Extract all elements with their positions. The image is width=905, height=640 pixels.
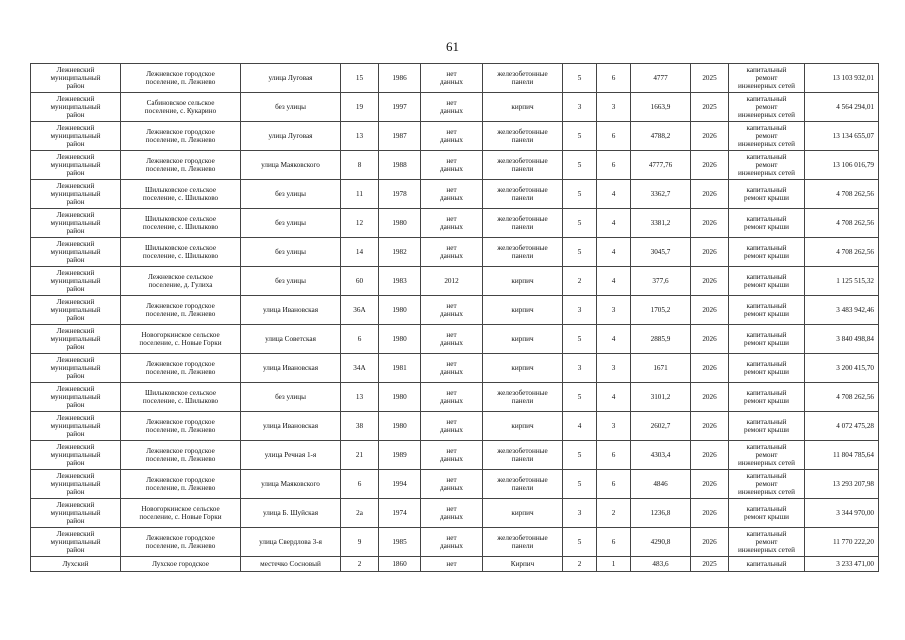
cell-floors: 3 bbox=[563, 296, 597, 325]
cell-area: 3045,7 bbox=[631, 238, 691, 267]
cell-street: улица Ивановская bbox=[241, 412, 341, 441]
cell-cost: 1 125 515,32 bbox=[805, 267, 879, 296]
cell-work-type: капитальный ремонт инженерных сетей bbox=[729, 64, 805, 93]
cell-year-built: 1983 bbox=[379, 267, 421, 296]
cell-plan-year: 2026 bbox=[691, 296, 729, 325]
cell-area: 4788,2 bbox=[631, 122, 691, 151]
table-row bbox=[31, 383, 879, 412]
cell-year-built: 1987 bbox=[379, 122, 421, 151]
cell-area: 3101,2 bbox=[631, 383, 691, 412]
cell-entrances: 4 bbox=[597, 267, 631, 296]
cell-area: 2602,7 bbox=[631, 412, 691, 441]
cell-district: Лежневский муниципальный район bbox=[31, 209, 121, 238]
cell-overhaul-year: нет bbox=[421, 557, 483, 572]
cell-year-built: 1985 bbox=[379, 528, 421, 557]
cell-overhaul-year: нет данных bbox=[421, 354, 483, 383]
cell-material: железобетонные панели bbox=[483, 441, 563, 470]
cell-settlement: Лежневское городское поселение, п. Лежнево bbox=[121, 412, 241, 441]
cell-overhaul-year: нет данных bbox=[421, 93, 483, 122]
cell-district: Лежневский муниципальный район bbox=[31, 238, 121, 267]
cell-material: железобетонные панели bbox=[483, 64, 563, 93]
cell-floors: 3 bbox=[563, 499, 597, 528]
cell-area: 3362,7 bbox=[631, 180, 691, 209]
cell-settlement: Шилыковское сельское поселение, с. Шилыково bbox=[121, 383, 241, 412]
cell-plan-year: 2026 bbox=[691, 238, 729, 267]
table-row bbox=[31, 151, 879, 180]
cell-overhaul-year: нет данных bbox=[421, 412, 483, 441]
cell-material: кирпич bbox=[483, 412, 563, 441]
table-row bbox=[31, 209, 879, 238]
cell-material: железобетонные панели bbox=[483, 383, 563, 412]
cell-material: кирпич bbox=[483, 354, 563, 383]
cell-entrances: 6 bbox=[597, 122, 631, 151]
cell-plan-year: 2026 bbox=[691, 528, 729, 557]
cell-area: 4777 bbox=[631, 64, 691, 93]
cell-district: Лежневский муниципальный район bbox=[31, 441, 121, 470]
cell-house: 6 bbox=[341, 470, 379, 499]
cell-house: 8 bbox=[341, 151, 379, 180]
cell-house: 2а bbox=[341, 499, 379, 528]
cell-plan-year: 2026 bbox=[691, 151, 729, 180]
cell-material: кирпич bbox=[483, 93, 563, 122]
cell-floors: 5 bbox=[563, 180, 597, 209]
cell-floors: 5 bbox=[563, 122, 597, 151]
cell-street: без улицы bbox=[241, 267, 341, 296]
cell-entrances: 4 bbox=[597, 209, 631, 238]
cell-area: 4777,76 bbox=[631, 151, 691, 180]
cell-district: Лухский bbox=[31, 557, 121, 572]
cell-plan-year: 2026 bbox=[691, 383, 729, 412]
cell-work-type: капитальный ремонт инженерных сетей bbox=[729, 470, 805, 499]
cell-street: без улицы bbox=[241, 383, 341, 412]
cell-floors: 5 bbox=[563, 441, 597, 470]
cell-settlement: Лежневское городское поселение, п. Лежнево bbox=[121, 528, 241, 557]
cell-cost: 4 708 262,56 bbox=[805, 383, 879, 412]
cell-work-type: капитальный ремонт инженерных сетей bbox=[729, 441, 805, 470]
cell-house: 60 bbox=[341, 267, 379, 296]
cell-overhaul-year: нет данных bbox=[421, 238, 483, 267]
cell-plan-year: 2026 bbox=[691, 354, 729, 383]
cell-material: железобетонные панели bbox=[483, 122, 563, 151]
cell-cost: 3 233 471,00 bbox=[805, 557, 879, 572]
cell-overhaul-year: нет данных bbox=[421, 209, 483, 238]
cell-house: 13 bbox=[341, 122, 379, 151]
cell-house: 36А bbox=[341, 296, 379, 325]
cell-settlement: Лежневское городское поселение, п. Лежнево bbox=[121, 354, 241, 383]
cell-entrances: 3 bbox=[597, 296, 631, 325]
cell-plan-year: 2026 bbox=[691, 180, 729, 209]
cell-cost: 4 564 294,01 bbox=[805, 93, 879, 122]
cell-entrances: 6 bbox=[597, 64, 631, 93]
table-row bbox=[31, 238, 879, 267]
cell-material: железобетонные панели bbox=[483, 180, 563, 209]
cell-entrances: 6 bbox=[597, 441, 631, 470]
table-row bbox=[31, 470, 879, 499]
cell-cost: 3 840 498,84 bbox=[805, 325, 879, 354]
cell-house: 13 bbox=[341, 383, 379, 412]
cell-material: железобетонные панели bbox=[483, 528, 563, 557]
cell-work-type: капитальный ремонт инженерных сетей bbox=[729, 151, 805, 180]
cell-settlement: Шилыковское сельское поселение, с. Шилыково bbox=[121, 238, 241, 267]
cell-street: без улицы bbox=[241, 93, 341, 122]
cell-plan-year: 2026 bbox=[691, 267, 729, 296]
cell-overhaul-year: нет данных bbox=[421, 441, 483, 470]
cell-year-built: 1997 bbox=[379, 93, 421, 122]
cell-area: 483,6 bbox=[631, 557, 691, 572]
cell-house: 14 bbox=[341, 238, 379, 267]
cell-cost: 13 134 655,07 bbox=[805, 122, 879, 151]
cell-district: Лежневский муниципальный район bbox=[31, 151, 121, 180]
cell-year-built: 1980 bbox=[379, 325, 421, 354]
cell-cost: 3 200 415,70 bbox=[805, 354, 879, 383]
cell-cost: 3 483 942,46 bbox=[805, 296, 879, 325]
cell-material: кирпич bbox=[483, 325, 563, 354]
cell-entrances: 6 bbox=[597, 528, 631, 557]
cell-floors: 5 bbox=[563, 209, 597, 238]
cell-year-built: 1980 bbox=[379, 209, 421, 238]
cell-street: улица Б. Шуйская bbox=[241, 499, 341, 528]
cell-area: 4303,4 bbox=[631, 441, 691, 470]
cell-settlement: Лежневское городское поселение, п. Лежнево bbox=[121, 122, 241, 151]
table-row bbox=[31, 122, 879, 151]
cell-overhaul-year: нет данных bbox=[421, 122, 483, 151]
cell-street: местечко Сосновый bbox=[241, 557, 341, 572]
cell-cost: 4 708 262,56 bbox=[805, 209, 879, 238]
cell-overhaul-year: нет данных bbox=[421, 296, 483, 325]
cell-district: Лежневский муниципальный район bbox=[31, 412, 121, 441]
cell-overhaul-year: нет данных bbox=[421, 151, 483, 180]
cell-area: 1705,2 bbox=[631, 296, 691, 325]
cell-entrances: 6 bbox=[597, 470, 631, 499]
cell-entrances: 2 bbox=[597, 499, 631, 528]
cell-cost: 13 293 207,98 bbox=[805, 470, 879, 499]
cell-year-built: 1978 bbox=[379, 180, 421, 209]
cell-entrances: 4 bbox=[597, 238, 631, 267]
cell-material: железобетонные панели bbox=[483, 238, 563, 267]
cell-work-type: капитальный ремонт крыши bbox=[729, 325, 805, 354]
cell-settlement: Шилыковское сельское поселение, с. Шилыково bbox=[121, 180, 241, 209]
cell-house: 2 bbox=[341, 557, 379, 572]
cell-cost: 11 804 785,64 bbox=[805, 441, 879, 470]
cell-cost: 11 770 222,20 bbox=[805, 528, 879, 557]
cell-area: 4290,8 bbox=[631, 528, 691, 557]
cell-floors: 2 bbox=[563, 557, 597, 572]
cell-cost: 13 103 932,01 bbox=[805, 64, 879, 93]
cell-district: Лежневский муниципальный район bbox=[31, 93, 121, 122]
cell-house: 34А bbox=[341, 354, 379, 383]
cell-settlement: Новогоркинское сельское поселение, с. Новые Горки bbox=[121, 325, 241, 354]
cell-street: без улицы bbox=[241, 209, 341, 238]
cell-work-type: капитальный ремонт инженерных сетей bbox=[729, 528, 805, 557]
cell-year-built: 1980 bbox=[379, 383, 421, 412]
cell-area: 2885,9 bbox=[631, 325, 691, 354]
cell-cost: 13 106 016,79 bbox=[805, 151, 879, 180]
cell-area: 3381,2 bbox=[631, 209, 691, 238]
cell-overhaul-year: нет данных bbox=[421, 528, 483, 557]
table-row bbox=[31, 325, 879, 354]
cell-material: кирпич bbox=[483, 499, 563, 528]
table-row bbox=[31, 93, 879, 122]
table-row bbox=[31, 499, 879, 528]
cell-floors: 5 bbox=[563, 383, 597, 412]
cell-street: улица Маяковского bbox=[241, 151, 341, 180]
cell-district: Лежневский муниципальный район bbox=[31, 499, 121, 528]
cell-work-type: капитальный ремонт инженерных сетей bbox=[729, 122, 805, 151]
cell-plan-year: 2026 bbox=[691, 441, 729, 470]
cell-entrances: 3 bbox=[597, 412, 631, 441]
cell-year-built: 1982 bbox=[379, 238, 421, 267]
cell-year-built: 1988 bbox=[379, 151, 421, 180]
table-row bbox=[31, 296, 879, 325]
cell-overhaul-year: нет данных bbox=[421, 64, 483, 93]
cell-plan-year: 2026 bbox=[691, 499, 729, 528]
cell-house: 15 bbox=[341, 64, 379, 93]
cell-settlement: Лежневское городское поселение, п. Лежнево bbox=[121, 296, 241, 325]
table-row bbox=[31, 267, 879, 296]
cell-district: Лежневский муниципальный район bbox=[31, 470, 121, 499]
cell-overhaul-year: нет данных bbox=[421, 383, 483, 412]
housing-repair-table bbox=[30, 63, 879, 572]
cell-plan-year: 2026 bbox=[691, 122, 729, 151]
cell-floors: 3 bbox=[563, 93, 597, 122]
cell-settlement: Лухское городское bbox=[121, 557, 241, 572]
cell-overhaul-year: нет данных bbox=[421, 470, 483, 499]
table-row bbox=[31, 354, 879, 383]
cell-area: 1671 bbox=[631, 354, 691, 383]
cell-area: 1236,8 bbox=[631, 499, 691, 528]
cell-year-built: 1986 bbox=[379, 64, 421, 93]
cell-entrances: 3 bbox=[597, 93, 631, 122]
cell-district: Лежневский муниципальный район bbox=[31, 180, 121, 209]
cell-material: кирпич bbox=[483, 267, 563, 296]
cell-year-built: 1994 bbox=[379, 470, 421, 499]
cell-street: улица Ивановская bbox=[241, 354, 341, 383]
table-row bbox=[31, 557, 879, 572]
cell-work-type: капитальный ремонт инженерных сетей bbox=[729, 93, 805, 122]
cell-settlement: Лежневское городское поселение, п. Лежнево bbox=[121, 441, 241, 470]
cell-area: 1663,9 bbox=[631, 93, 691, 122]
cell-year-built: 1980 bbox=[379, 412, 421, 441]
cell-district: Лежневский муниципальный район bbox=[31, 354, 121, 383]
cell-work-type: капитальный ремонт крыши bbox=[729, 499, 805, 528]
cell-house: 6 bbox=[341, 325, 379, 354]
cell-floors: 5 bbox=[563, 325, 597, 354]
cell-settlement: Сабиновское сельское поселение, с. Кукарино bbox=[121, 93, 241, 122]
cell-area: 377,6 bbox=[631, 267, 691, 296]
cell-street: улица Ивановская bbox=[241, 296, 341, 325]
cell-material: железобетонные панели bbox=[483, 470, 563, 499]
cell-entrances: 4 bbox=[597, 383, 631, 412]
cell-plan-year: 2026 bbox=[691, 209, 729, 238]
cell-floors: 5 bbox=[563, 64, 597, 93]
cell-entrances: 3 bbox=[597, 354, 631, 383]
cell-house: 19 bbox=[341, 93, 379, 122]
cell-plan-year: 2025 bbox=[691, 557, 729, 572]
table-row bbox=[31, 180, 879, 209]
cell-floors: 4 bbox=[563, 412, 597, 441]
cell-entrances: 1 bbox=[597, 557, 631, 572]
cell-district: Лежневский муниципальный район bbox=[31, 528, 121, 557]
cell-work-type: капитальный ремонт крыши bbox=[729, 238, 805, 267]
cell-plan-year: 2026 bbox=[691, 412, 729, 441]
cell-cost: 4 708 262,56 bbox=[805, 180, 879, 209]
cell-settlement: Новогоркинское сельское поселение, с. Новые Горки bbox=[121, 499, 241, 528]
cell-floors: 5 bbox=[563, 528, 597, 557]
cell-year-built: 1980 bbox=[379, 296, 421, 325]
cell-street: улица Свердлова 3-я bbox=[241, 528, 341, 557]
cell-settlement: Лежневское городское поселение, п. Лежнево bbox=[121, 470, 241, 499]
cell-year-built: 1974 bbox=[379, 499, 421, 528]
cell-work-type: капитальный ремонт крыши bbox=[729, 209, 805, 238]
table-row bbox=[31, 64, 879, 93]
table-row bbox=[31, 412, 879, 441]
cell-house: 9 bbox=[341, 528, 379, 557]
cell-street: улица Речная 1-я bbox=[241, 441, 341, 470]
cell-material: Кирпич bbox=[483, 557, 563, 572]
cell-entrances: 4 bbox=[597, 180, 631, 209]
cell-entrances: 4 bbox=[597, 325, 631, 354]
cell-house: 38 bbox=[341, 412, 379, 441]
cell-cost: 4 072 475,28 bbox=[805, 412, 879, 441]
cell-settlement: Лежневское сельское поселение, д. Гулиха bbox=[121, 267, 241, 296]
cell-work-type: капитальный ремонт крыши bbox=[729, 354, 805, 383]
cell-street: без улицы bbox=[241, 238, 341, 267]
cell-district: Лежневский муниципальный район bbox=[31, 267, 121, 296]
cell-overhaul-year: нет данных bbox=[421, 180, 483, 209]
cell-floors: 2 bbox=[563, 267, 597, 296]
cell-floors: 3 bbox=[563, 354, 597, 383]
cell-work-type: капитальный ремонт крыши bbox=[729, 180, 805, 209]
cell-street: улица Советская bbox=[241, 325, 341, 354]
cell-plan-year: 2025 bbox=[691, 93, 729, 122]
cell-overhaul-year: нет данных bbox=[421, 325, 483, 354]
cell-street: улица Луговая bbox=[241, 64, 341, 93]
cell-settlement: Лежневское городское поселение, п. Лежнево bbox=[121, 151, 241, 180]
cell-street: улица Луговая bbox=[241, 122, 341, 151]
table-row bbox=[31, 441, 879, 470]
cell-material: кирпич bbox=[483, 296, 563, 325]
page-number: 61 bbox=[446, 39, 459, 54]
cell-floors: 5 bbox=[563, 151, 597, 180]
cell-work-type: капитальный ремонт крыши bbox=[729, 296, 805, 325]
cell-material: железобетонные панели bbox=[483, 209, 563, 238]
cell-street: без улицы bbox=[241, 180, 341, 209]
cell-floors: 5 bbox=[563, 238, 597, 267]
table-row bbox=[31, 528, 879, 557]
cell-year-built: 1989 bbox=[379, 441, 421, 470]
cell-house: 11 bbox=[341, 180, 379, 209]
cell-work-type: капитальный ремонт крыши bbox=[729, 383, 805, 412]
cell-overhaul-year: нет данных bbox=[421, 499, 483, 528]
cell-plan-year: 2026 bbox=[691, 325, 729, 354]
table-body bbox=[31, 64, 879, 572]
cell-area: 4846 bbox=[631, 470, 691, 499]
cell-overhaul-year: 2012 bbox=[421, 267, 483, 296]
cell-house: 21 bbox=[341, 441, 379, 470]
cell-house: 12 bbox=[341, 209, 379, 238]
cell-work-type: капитальный bbox=[729, 557, 805, 572]
cell-year-built: 1860 bbox=[379, 557, 421, 572]
cell-work-type: капитальный ремонт крыши bbox=[729, 412, 805, 441]
cell-plan-year: 2025 bbox=[691, 64, 729, 93]
cell-cost: 3 344 970,00 bbox=[805, 499, 879, 528]
cell-district: Лежневский муниципальный район bbox=[31, 325, 121, 354]
cell-settlement: Шилыковское сельское поселение, с. Шилыково bbox=[121, 209, 241, 238]
cell-year-built: 1981 bbox=[379, 354, 421, 383]
cell-district: Лежневский муниципальный район bbox=[31, 64, 121, 93]
cell-cost: 4 708 262,56 bbox=[805, 238, 879, 267]
cell-floors: 5 bbox=[563, 470, 597, 499]
cell-material: железобетонные панели bbox=[483, 151, 563, 180]
cell-district: Лежневский муниципальный район bbox=[31, 122, 121, 151]
cell-district: Лежневский муниципальный район bbox=[31, 383, 121, 412]
cell-street: улица Маяковского bbox=[241, 470, 341, 499]
cell-settlement: Лежневское городское поселение, п. Лежнево bbox=[121, 64, 241, 93]
cell-plan-year: 2026 bbox=[691, 470, 729, 499]
cell-district: Лежневский муниципальный район bbox=[31, 296, 121, 325]
cell-work-type: капитальный ремонт крыши bbox=[729, 267, 805, 296]
cell-entrances: 6 bbox=[597, 151, 631, 180]
